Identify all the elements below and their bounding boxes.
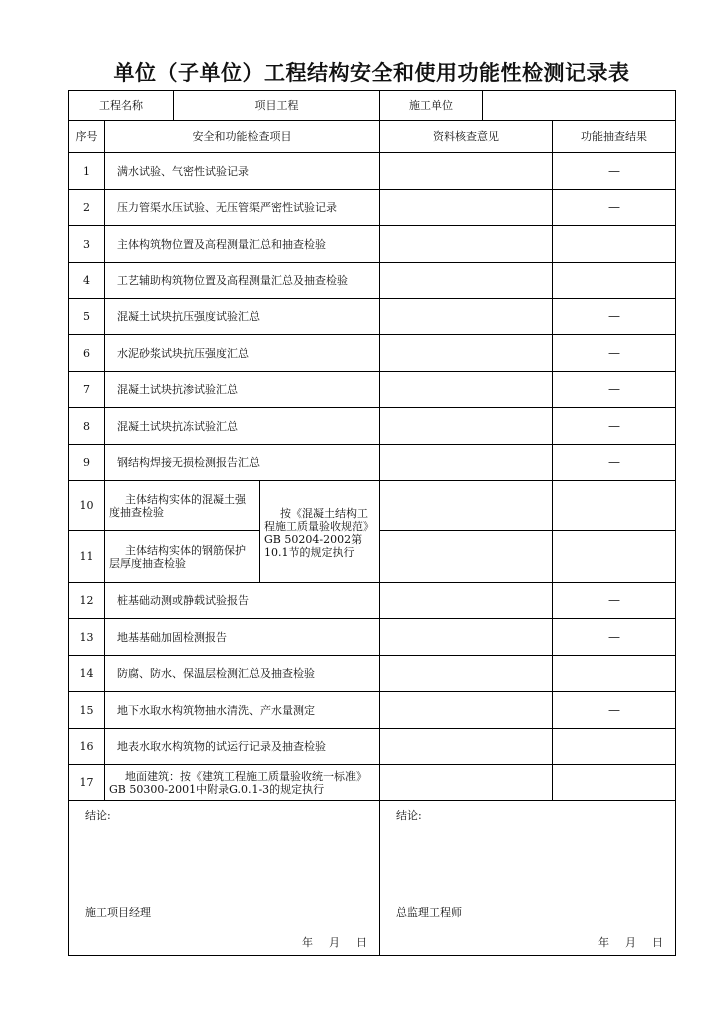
supervisor-conclusion[interactable] <box>380 801 676 956</box>
row-item <box>105 765 380 801</box>
page-title: 单位（子单位）工程结构安全和使用功能性检测记录表 <box>113 61 630 85</box>
row-result[interactable] <box>553 729 676 765</box>
contractor-value[interactable] <box>483 91 676 121</box>
contractor-conclusion-label: 结论: <box>85 809 111 822</box>
row-review-cell[interactable] <box>380 583 553 619</box>
table-row <box>69 190 676 226</box>
row-review-cell[interactable] <box>380 692 553 729</box>
row-item: 地基基础加固检测报告 <box>105 619 380 656</box>
row-result[interactable]: — <box>553 190 676 226</box>
row-number: 4 <box>69 263 105 299</box>
row-item <box>105 481 260 531</box>
row-item-text: 主体结构实体的钢筋保护层厚度抽查检验 <box>109 543 246 570</box>
row-review-cell[interactable] <box>380 263 553 299</box>
row-review-cell[interactable] <box>380 299 553 335</box>
row-item: 主体构筑物位置及高程测量汇总和抽查检验 <box>105 226 380 263</box>
row-review-cell[interactable] <box>380 656 553 692</box>
month-label: 月 <box>625 936 638 949</box>
row-number: 10 <box>69 481 105 531</box>
row-item <box>105 531 260 583</box>
project-name-label: 工程名称 <box>69 91 174 121</box>
row-item: 满水试验、气密性试验记录 <box>105 153 380 190</box>
table-row <box>69 263 676 299</box>
row-item: 地下水取水构筑物抽水清洗、产水量测定 <box>105 692 380 729</box>
row-item: 地表水取水构筑物的试运行记录及抽查检验 <box>105 729 380 765</box>
row-result[interactable] <box>553 531 676 583</box>
day-label: 日 <box>652 936 665 949</box>
table-row <box>69 372 676 408</box>
row-result[interactable]: — <box>553 408 676 445</box>
row-review-cell[interactable] <box>380 190 553 226</box>
row-result[interactable] <box>553 263 676 299</box>
row-number: 2 <box>69 190 105 226</box>
project-name-value[interactable]: 项目工程 <box>174 91 380 121</box>
table-row <box>69 765 676 801</box>
project-manager-label: 施工项目经理 <box>85 906 151 919</box>
row-number: 3 <box>69 226 105 263</box>
row-review-cell[interactable] <box>380 481 553 531</box>
row-number: 5 <box>69 299 105 335</box>
row-number: 9 <box>69 445 105 481</box>
row-number: 6 <box>69 335 105 372</box>
table-row <box>69 729 676 765</box>
day-label: 日 <box>356 936 369 949</box>
column-header-seq: 序号 <box>69 121 105 153</box>
row-result[interactable]: — <box>553 372 676 408</box>
row-result[interactable]: — <box>553 335 676 372</box>
header-row <box>69 91 676 121</box>
table-row <box>69 408 676 445</box>
column-header-row <box>69 121 676 153</box>
row-review-cell[interactable] <box>380 531 553 583</box>
row-number: 8 <box>69 408 105 445</box>
row-result[interactable]: — <box>553 619 676 656</box>
inspection-record-table <box>68 90 676 956</box>
row-result[interactable] <box>553 481 676 531</box>
row-item: 混凝土试块抗压强度试验汇总 <box>105 299 380 335</box>
row-item: 水泥砂浆试块抗压强度汇总 <box>105 335 380 372</box>
table-row <box>69 656 676 692</box>
row-result[interactable]: — <box>553 692 676 729</box>
conclusion-row <box>69 801 676 956</box>
table-row <box>69 226 676 263</box>
row-number: 1 <box>69 153 105 190</box>
row-item: 混凝土试块抗渗试验汇总 <box>105 372 380 408</box>
row-result[interactable] <box>553 226 676 263</box>
supervisor-date <box>584 936 665 949</box>
contractor-date <box>288 936 369 949</box>
row-number: 13 <box>69 619 105 656</box>
row-result[interactable]: — <box>553 153 676 190</box>
row-result[interactable]: — <box>553 583 676 619</box>
row-review-cell[interactable] <box>380 408 553 445</box>
row-review-cell[interactable] <box>380 765 553 801</box>
column-header-result: 功能抽查结果 <box>553 121 676 153</box>
row-number: 12 <box>69 583 105 619</box>
row-number: 7 <box>69 372 105 408</box>
month-label: 月 <box>329 936 342 949</box>
row-item-text: 地面建筑：按《建筑工程施工质量验收统一标准》GB 50300-2001中附录G.0.1-3的规定执行 <box>109 769 367 796</box>
row-review-cell[interactable] <box>380 372 553 408</box>
row-review-cell[interactable] <box>380 153 553 190</box>
row-number: 14 <box>69 656 105 692</box>
row-item: 防腐、防水、保温层检测汇总及抽查检验 <box>105 656 380 692</box>
row-item: 工艺辅助构筑物位置及高程测量汇总及抽查检验 <box>105 263 380 299</box>
merged-note <box>260 481 380 583</box>
chief-supervisor-label: 总监理工程师 <box>396 906 462 919</box>
table-row <box>69 153 676 190</box>
row-number: 17 <box>69 765 105 801</box>
table-row <box>69 692 676 729</box>
table-row <box>69 445 676 481</box>
row-item: 桩基础动测或静载试验报告 <box>105 583 380 619</box>
column-header-review: 资料核查意见 <box>380 121 553 153</box>
contractor-label: 施工单位 <box>380 91 483 121</box>
row-review-cell[interactable] <box>380 335 553 372</box>
row-item: 钢结构焊接无损检测报告汇总 <box>105 445 380 481</box>
table-row <box>69 583 676 619</box>
row-number: 16 <box>69 729 105 765</box>
table-row <box>69 619 676 656</box>
row-result[interactable]: — <box>553 445 676 481</box>
contractor-conclusion[interactable] <box>69 801 380 956</box>
row-result[interactable]: — <box>553 299 676 335</box>
table-row <box>69 335 676 372</box>
row-number: 15 <box>69 692 105 729</box>
column-header-item: 安全和功能检查项目 <box>105 121 380 153</box>
table-row <box>69 299 676 335</box>
row-item: 压力管渠水压试验、无压管渠严密性试验记录 <box>105 190 380 226</box>
row-number: 11 <box>69 531 105 583</box>
row-item-text: 主体结构实体的混凝土强度抽查检验 <box>109 492 246 519</box>
row-review-cell[interactable] <box>380 445 553 481</box>
year-label: 年 <box>302 936 315 949</box>
year-label: 年 <box>598 936 611 949</box>
row-result[interactable] <box>553 765 676 801</box>
merged-note-text: 按《混凝土结构工程施工质量验收规范》GB 50204-2002第10.1节的规定执行 <box>264 507 374 559</box>
supervisor-conclusion-label: 结论: <box>396 809 422 822</box>
table-row <box>69 481 676 531</box>
row-review-cell[interactable] <box>380 619 553 656</box>
row-review-cell[interactable] <box>380 226 553 263</box>
row-item: 混凝土试块抗冻试验汇总 <box>105 408 380 445</box>
row-review-cell[interactable] <box>380 729 553 765</box>
row-result[interactable] <box>553 656 676 692</box>
